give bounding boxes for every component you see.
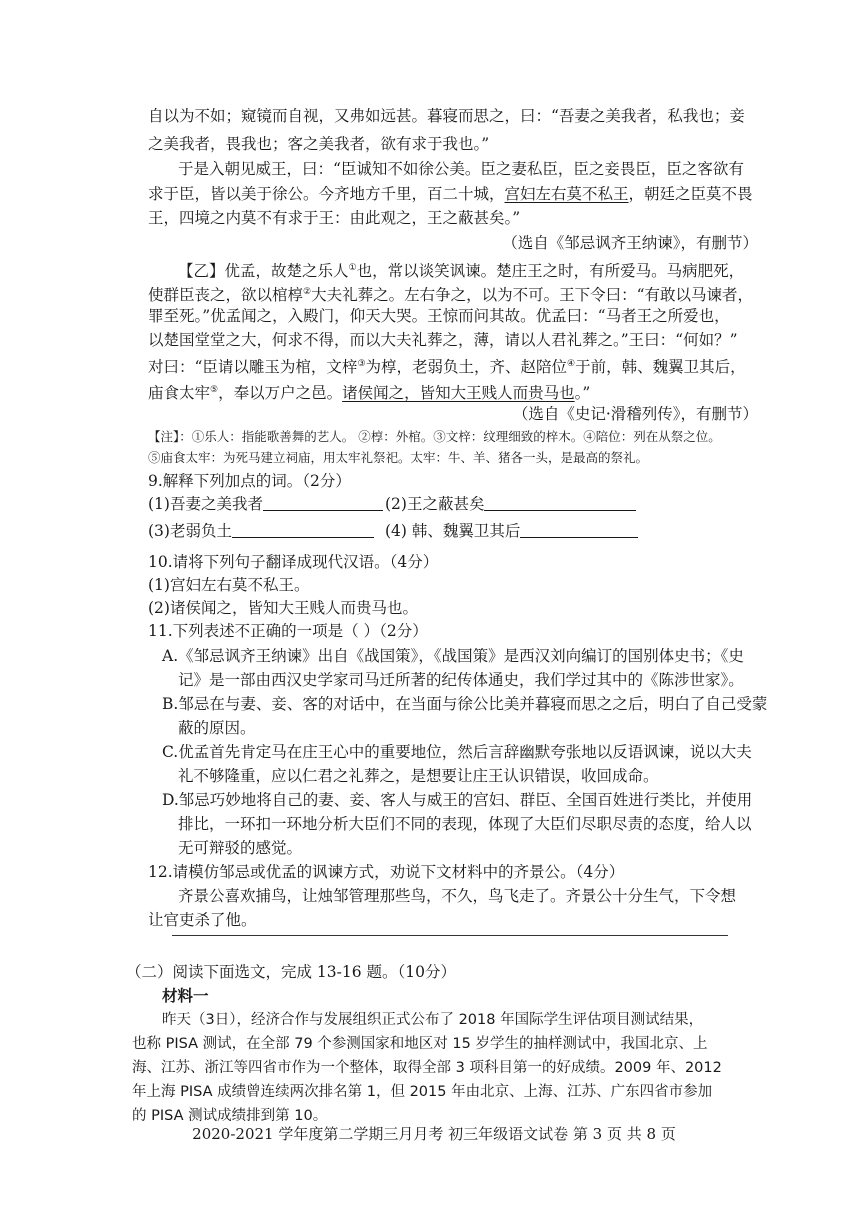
passage-yi-source: （选自《史记·滑稽列传》，有删节） <box>512 405 758 423</box>
passage-yi-line-6: 庙食太牢⑤，奉以万户之邑。诸侯闻之，皆知大王贱人而贵马也。” <box>148 384 591 403</box>
q10-item-1: (1)宫妇左右莫不私王。 <box>148 576 310 594</box>
q11-option-c-line-2: 礼不够隆重，应以仁君之礼葬之，是想要让庄王认识错误，收回成命。 <box>178 767 659 785</box>
q12-stem: 12.请模仿邹忌或优孟的讽谏方式，劝说下文材料中的齐景公。（4分） <box>148 863 625 881</box>
passage-yi-line-1: 【乙】优孟，故楚之乐人①也，常以谈笑讽谏。楚庄王之时，有所爱马。马病肥死， <box>178 262 745 281</box>
q11-option-b-line-1: B.邹忌在与妻、妾、客的对话中，在当面与徐公比美并暮寝而思之之后，明白了自己受蒙 <box>162 695 768 713</box>
q11-option-d-line-1: D.邹忌巧妙地将自己的妻、妾、客人与威王的宫妇、群臣、全国百姓进行类比，并使用 <box>162 791 753 809</box>
q11-option-b-line-2: 蔽的原因。 <box>178 719 256 737</box>
answer-line[interactable] <box>172 935 728 936</box>
q10-item-2: (2)诸侯闻之，皆知大王贱人而贵马也。 <box>148 599 418 617</box>
page-footer: 2020-2021 学年度第二学期三月月考 初三年级语文试卷 第 3 页 共 8 页 <box>192 1125 676 1143</box>
material-1-line-2: 也称 PISA 测试，在全部 79 个参测国家和地区对 15 岁学生的抽样测试中，我国北京、上 <box>132 1036 708 1052</box>
passage-jia-source: （选自《邹忌讽齐王纳谏》，有删节） <box>502 234 758 252</box>
underlined-sentence: 诸侯闻之，皆知大王贱人而贵马也 <box>342 384 575 403</box>
passage-yi-line-3: 罪至死。”优孟闻之，入殿门，仰天大哭。王惊而问其故。优孟曰：“马者王之所爱也， <box>148 307 730 325</box>
q11-option-d-line-3: 无可辩驳的感觉。 <box>178 839 303 857</box>
q11-option-a-line-1: A.《邹忌讽齐王纳谏》出自《战国策》，《战国策》是西汉刘向编订的国别体史书；《史 <box>162 647 744 665</box>
answer-blank[interactable] <box>484 494 636 511</box>
q9-item-2: (2)王之蔽甚矣 <box>385 494 636 514</box>
q11-option-c-line-1: C.优孟首先肯定马在庄王心中的重要地位，然后言辞幽默夸张地以反语讽谏，说以大夫 <box>162 743 752 761</box>
material-1-line-1: 昨天（3日），经济合作与发展组织正式公布了 2018 年国际学生评估项目测试结果， <box>162 1012 704 1028</box>
passage-jia-line-2: 之美我者，畏我也；客之美我者，欲有求于我也。” <box>148 135 490 153</box>
q9-item-3: (3)老弱负土 <box>148 521 374 541</box>
passage-jia-line-1: 自以为不如；窥镜而自视，又弗如远甚。暮寝而思之，曰：“吾妻之美我者，私我也；妾 <box>148 107 745 125</box>
answer-blank[interactable] <box>232 521 374 538</box>
underlined-phrase: 宫妇左右莫不私王 <box>504 185 629 203</box>
material-1-line-4: 年上海 PISA 成绩曾连续两次排名第 1，但 2015 年由北京、上海、江苏、广东四省市参加 <box>132 1084 713 1100</box>
passage-yi-line-2: 使群臣丧之，欲以棺椁②大夫礼葬之。左右争之，以为不可。王下令曰：“有敢以马谏者， <box>148 286 754 305</box>
q12-material-line-1: 齐景公喜欢捕鸟，让烛邹管理那些鸟，不久，鸟飞走了。齐景公十分生气，下令想 <box>178 887 737 905</box>
q9-item-1: (1)吾妻之美我者 <box>148 494 383 514</box>
passage-jia-line-3: 于是入朝见威王，曰：“臣诚知不如徐公美。臣之妻私臣，臣之妾畏臣，臣之客欲有 <box>178 160 744 178</box>
answer-blank[interactable] <box>263 494 383 511</box>
q11-option-a-line-2: 记》是一部由西汉史学家司马迁所著的纪传体通史，我们学过其中的《陈涉世家》。 <box>178 671 744 689</box>
q10-stem: 10.请将下列句子翻译成现代汉语。（4分） <box>148 553 439 571</box>
notes-line-2: ⑤庙食太牢：为死马建立祠庙，用太牢礼祭祀。太牢：牛、羊、猪各一头，是最高的祭礼。 <box>148 450 649 465</box>
section-2-heading: （二）阅读下面选文，完成 13-16 题。（10分） <box>126 963 457 981</box>
q12-material-line-2: 让官吏杀了他。 <box>148 911 257 929</box>
passage-jia-line-4: 求于臣，皆以美于徐公。今齐地方千里，百二十城，宫妇左右莫不私王，朝廷之臣莫不畏 <box>148 185 753 203</box>
q9-stem: 9.解释下列加点的词。（2分） <box>148 472 351 490</box>
notes-line-1: 【注】：①乐人：指能歌善舞的艺人。 ②椁：外棺。③文梓：纹理细致的梓木。④陪位：列在从祭之位。 <box>148 429 721 444</box>
passage-jia-line-5: 王，四境之内莫不有求于王：由此观之，王之蔽甚矣。” <box>148 209 521 227</box>
answer-blank[interactable] <box>520 521 638 538</box>
q9-item-4: (4) 韩、魏翼卫其后 <box>385 521 638 541</box>
material-1-title: 材料一 <box>162 986 209 1005</box>
material-1-line-3: 海、江苏、浙江等四省市作为一个整体，取得全部 3 项科目第一的好成绩。2009 年、2012 <box>132 1060 722 1076</box>
q11-stem: 11.下列表述不正确的一项是（ ）（2分） <box>148 622 428 640</box>
passage-yi-line-4: 以楚国堂堂之大，何求不得，而以大夫礼葬之，薄，请以人君礼葬之。”王曰：“何如？” <box>148 331 738 349</box>
passage-yi-line-5: 对曰：“臣请以雕玉为棺，文梓③为椁，老弱负土，齐、赵陪位④于前，韩、魏翼卫其后， <box>148 358 746 377</box>
material-1-line-5: 的 PISA 测试成绩排到第 10。 <box>132 1108 328 1124</box>
q11-option-d-line-2: 排比，一环扣一环地分析大臣们不同的表现，体现了大臣们尽职尽责的态度，给人以 <box>178 815 752 833</box>
